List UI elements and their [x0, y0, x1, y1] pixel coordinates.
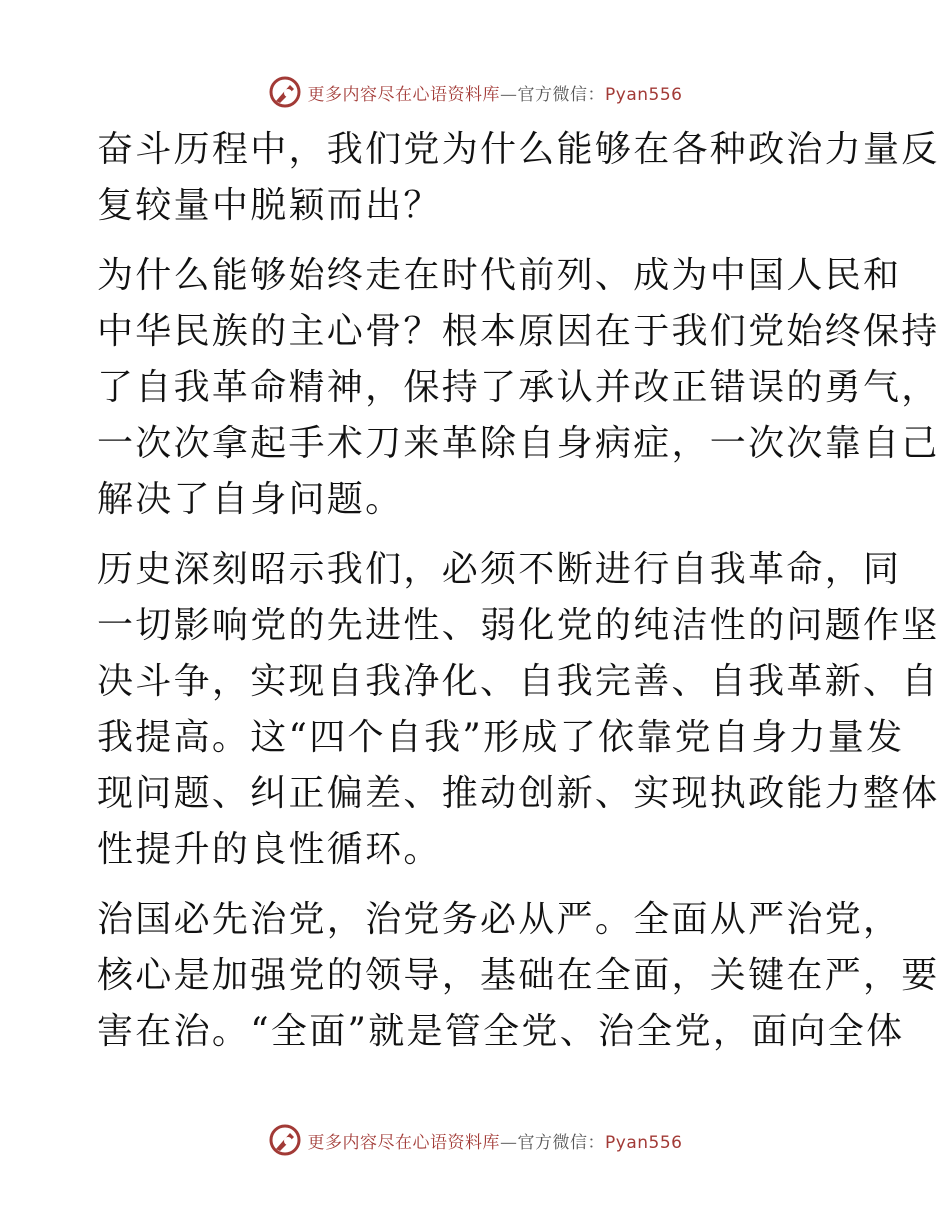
watermark-text: 更多内容尽在心语资料库—官方微信：Pyan556 — [307, 1132, 683, 1153]
text-line: 解决了自身问题。 — [97, 479, 404, 520]
text-line: 一切影响党的先进性、弱化党的纯洁性的问题作坚 — [97, 605, 940, 646]
pen-logo-icon — [268, 75, 302, 109]
text-line: 现问题、纠正偏差、推动创新、实现执政能力整体 — [97, 773, 940, 814]
paragraph-4 — [97, 892, 940, 1060]
text-line: 中华民族的主心骨？根本原因在于我们党始终保持 — [97, 311, 940, 352]
paragraph-3 — [97, 542, 940, 878]
text-line: 了自我革命精神，保持了承认并改正错误的勇气， — [97, 367, 940, 408]
text-line: 一次次拿起手术刀来革除自身病症，一次次靠自己 — [97, 423, 940, 464]
text-line: 为什么能够始终走在时代前列、成为中国人民和 — [97, 255, 902, 296]
document-body — [97, 122, 940, 1060]
pen-logo-icon — [268, 1123, 302, 1157]
watermark-header — [0, 72, 950, 112]
text-line: 奋斗历程中，我们党为什么能够在各种政治力量反 — [97, 129, 940, 170]
paragraph-1 — [97, 122, 940, 234]
text-line: 复较量中脱颖而出？ — [97, 185, 442, 226]
watermark-footer — [0, 1120, 950, 1160]
text-line: 核心是加强党的领导，基础在全面，关键在严，要 — [97, 955, 940, 996]
text-line: 决斗争，实现自我净化、自我完善、自我革新、自 — [97, 661, 940, 702]
text-line: 性提升的良性循环。 — [97, 829, 442, 870]
text-line: 治国必先治党，治党务必从严。全面从严治党， — [97, 899, 902, 940]
text-line: 害在治。“全面”就是管全党、治全党，面向全体 — [97, 1011, 905, 1052]
watermark-text: 更多内容尽在心语资料库—官方微信：Pyan556 — [307, 84, 683, 105]
paragraph-2 — [97, 248, 940, 528]
text-line: 我提高。这“四个自我”形成了依靠党自身力量发 — [97, 717, 905, 758]
text-line: 历史深刻昭示我们，必须不断进行自我革命，同 — [97, 549, 902, 590]
